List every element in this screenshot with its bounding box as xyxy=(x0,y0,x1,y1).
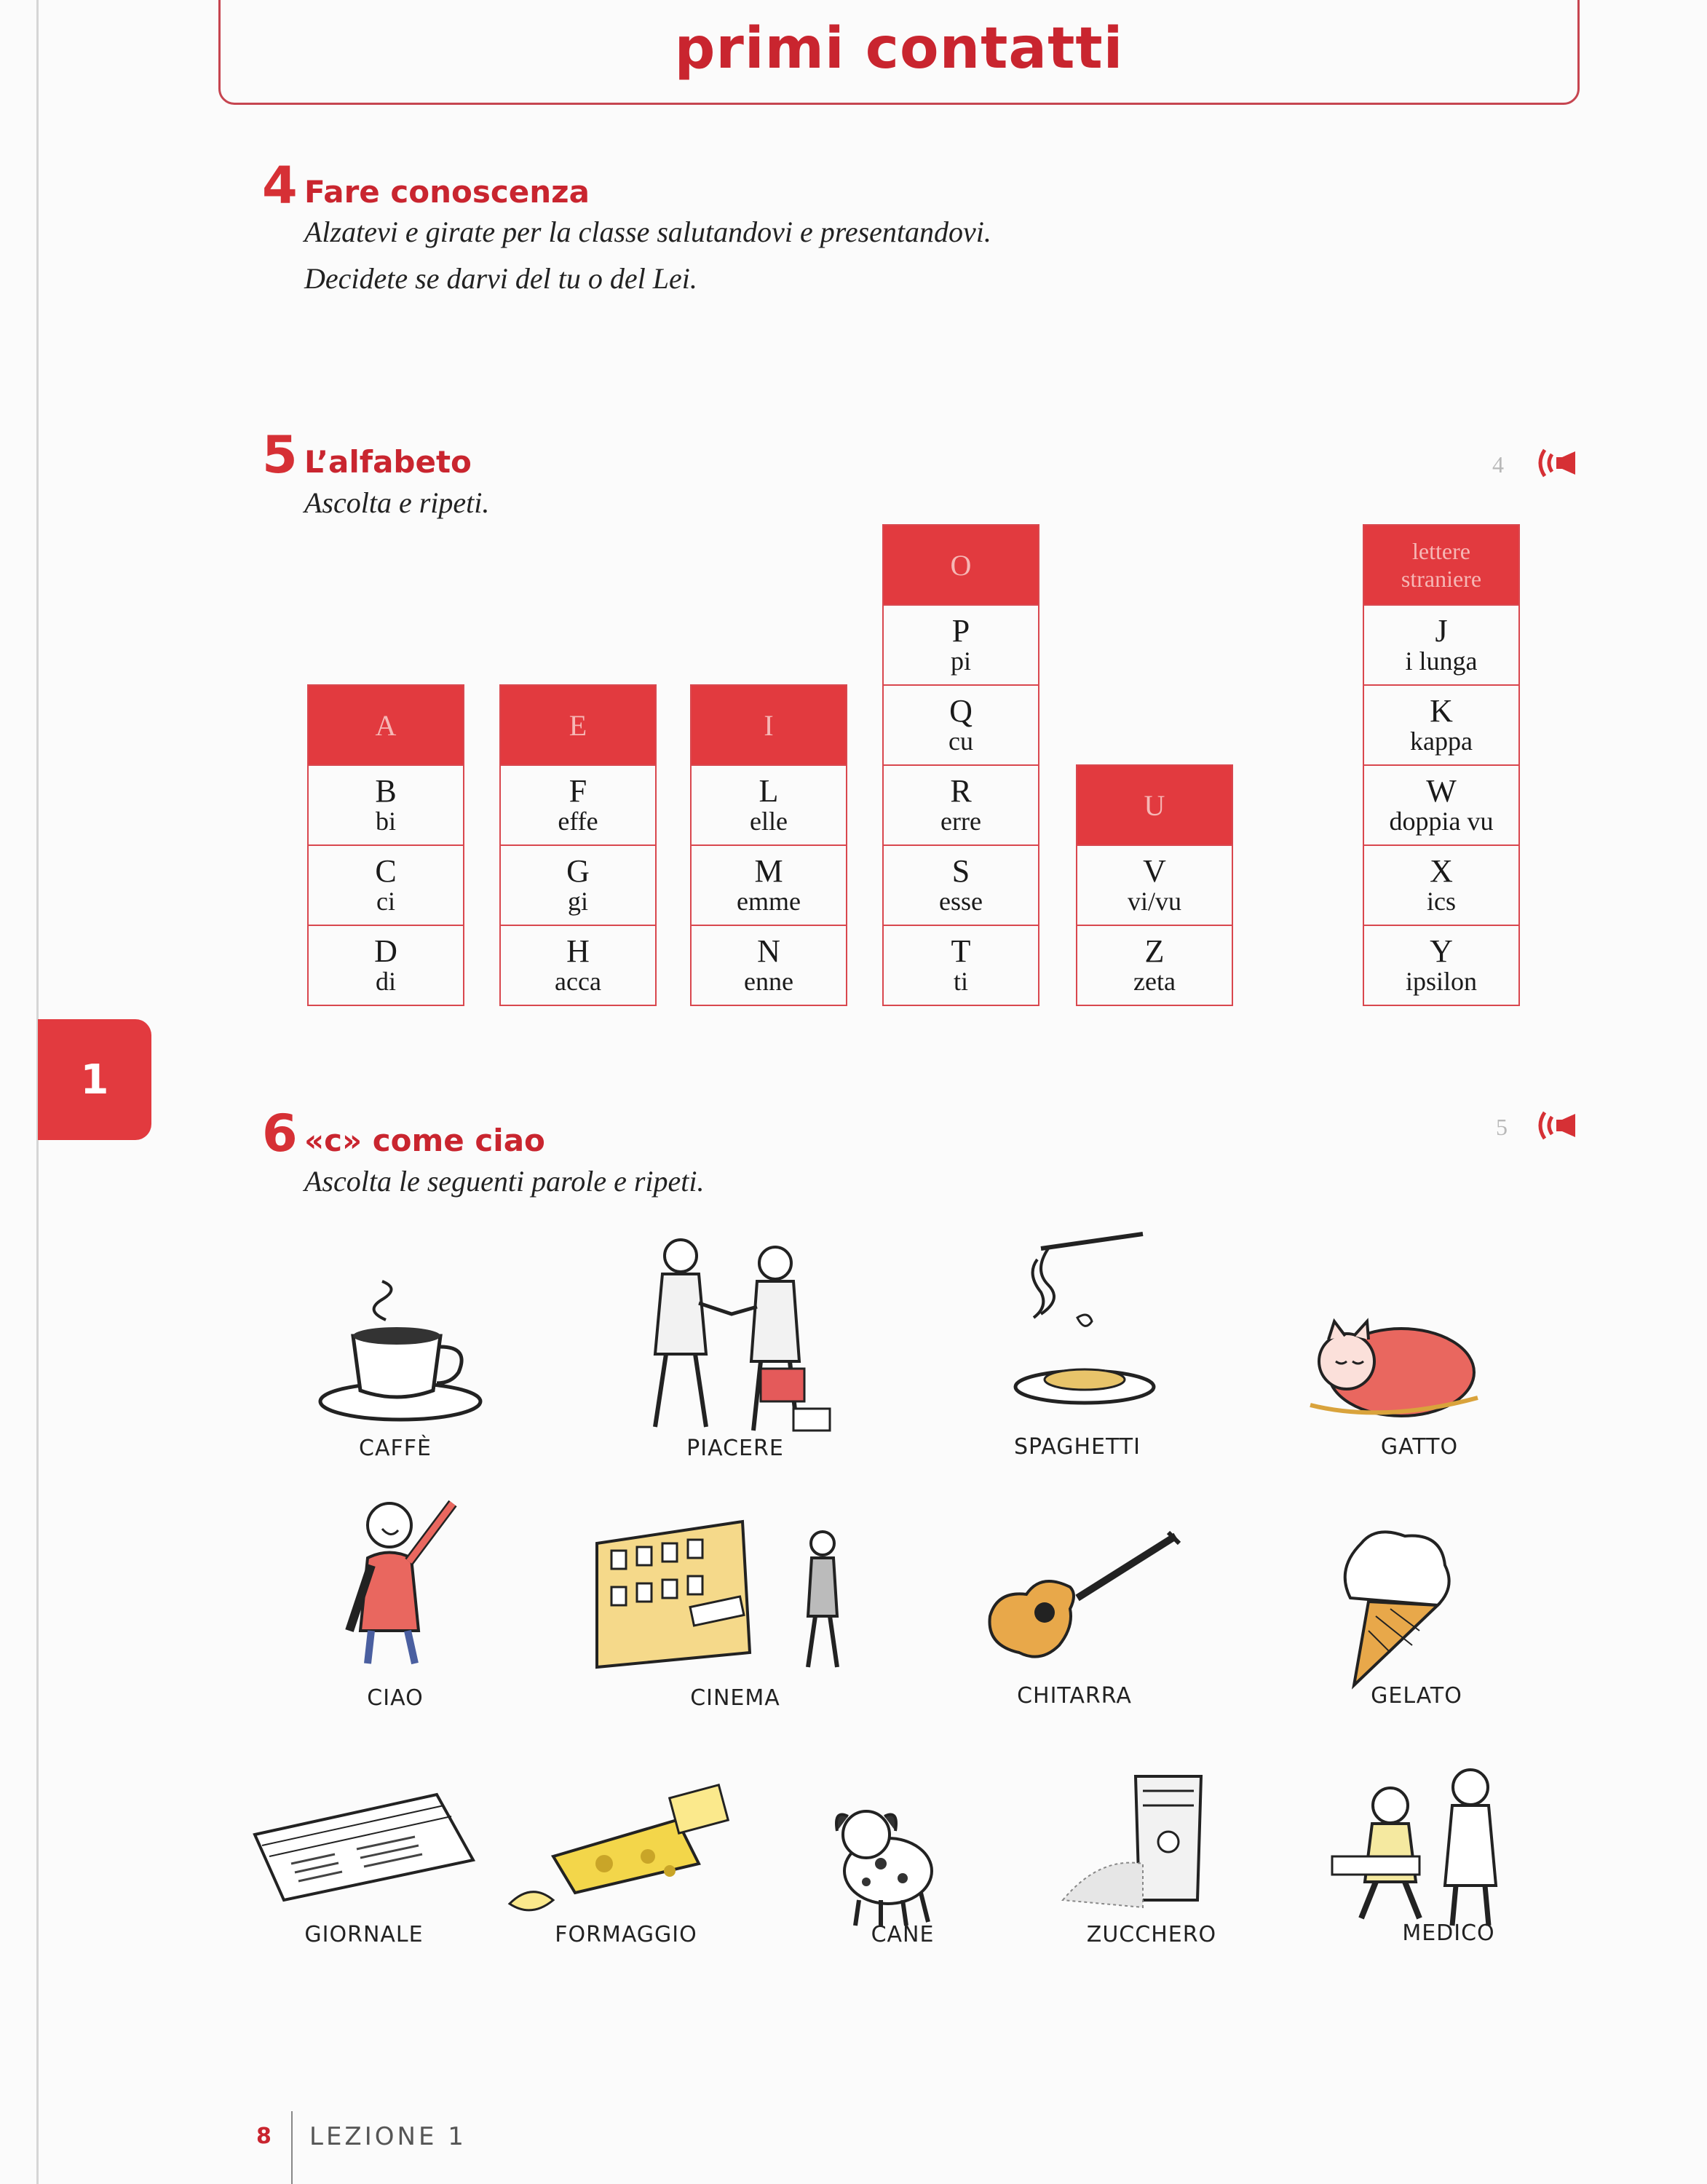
letter: T xyxy=(951,933,971,969)
track-number: 5 xyxy=(1496,1114,1508,1140)
word-label: GIORNALE xyxy=(304,1922,424,1947)
word-label: PIACERE xyxy=(686,1436,784,1461)
letter: D xyxy=(374,933,397,969)
word-label: GELATO xyxy=(1371,1683,1462,1709)
letter-cell xyxy=(1364,846,1518,926)
letter-name: kappa xyxy=(1410,727,1473,756)
doctor-patient-icon xyxy=(1325,1747,1529,1936)
letter-name: doppia vu xyxy=(1389,807,1494,836)
letter-name: elle xyxy=(750,807,788,836)
letter: V xyxy=(1143,853,1166,889)
lesson-label: LEZIONE 1 xyxy=(309,2122,467,2151)
word-label: CHITARRA xyxy=(1017,1683,1132,1709)
lesson-tab: 1 xyxy=(38,1019,151,1140)
vowel-cell: I xyxy=(692,686,846,766)
alphabet-column-foreign xyxy=(1363,524,1520,1006)
letter: Z xyxy=(1144,933,1165,969)
word-label: CINEMA xyxy=(690,1685,780,1711)
footer-divider xyxy=(291,2111,293,2184)
letter-name: effe xyxy=(558,807,598,836)
spaghetti-icon xyxy=(997,1230,1165,1420)
vowel-cell: A xyxy=(309,686,463,766)
page-title: primi contatti xyxy=(674,16,1124,82)
letter-name: ipsilon xyxy=(1405,967,1477,997)
letter-name: enne xyxy=(744,967,793,997)
letter: H xyxy=(566,933,590,969)
letter-name: vi/vu xyxy=(1127,887,1181,917)
letter-name: bi xyxy=(375,807,396,836)
sleeping-cat-icon xyxy=(1288,1303,1492,1427)
letter-name: esse xyxy=(939,887,983,917)
letter: R xyxy=(950,773,972,809)
exercise-5-title: L’alfabeto xyxy=(304,444,472,480)
audio-icon[interactable] xyxy=(1534,447,1578,479)
exercise-5-instruction: Ascolta e ripeti. xyxy=(304,486,490,519)
letter: W xyxy=(1426,773,1457,809)
letter: F xyxy=(569,773,587,809)
letter-cell xyxy=(884,686,1038,766)
letter-cell xyxy=(1077,926,1232,1006)
letter-name: erre xyxy=(940,807,981,836)
letter-cell xyxy=(1364,606,1518,686)
word-label: SPAGHETTI xyxy=(1014,1434,1141,1460)
cinema-icon xyxy=(582,1514,859,1682)
word-label: MEDICO xyxy=(1402,1920,1495,1946)
letter-cell xyxy=(692,846,846,926)
letter-cell xyxy=(884,846,1038,926)
dog-icon xyxy=(815,1791,961,1936)
letter: C xyxy=(375,853,397,889)
letter-name: cu xyxy=(948,727,973,756)
vowel-cell: O xyxy=(884,526,1038,606)
letter-name: ics xyxy=(1427,887,1456,917)
word-label: FORMAGGIO xyxy=(555,1922,697,1947)
newspaper-icon xyxy=(247,1784,480,1907)
alphabet-column-a xyxy=(307,684,464,1006)
foreign-header xyxy=(1364,526,1518,606)
letter-cell xyxy=(1364,766,1518,846)
letter: N xyxy=(757,933,780,969)
waving-person-icon xyxy=(328,1485,488,1667)
foreign-header-line1: lettere xyxy=(1412,537,1470,564)
exercise-6-instruction: Ascolta le seguenti parole e ripeti. xyxy=(304,1165,705,1198)
letter: M xyxy=(754,853,783,889)
word-label: GATTO xyxy=(1380,1434,1459,1460)
letter-name: gi xyxy=(567,887,588,917)
audio-icon[interactable] xyxy=(1534,1109,1578,1142)
letter: Y xyxy=(1430,933,1453,969)
letter: S xyxy=(951,853,970,889)
letter: L xyxy=(759,773,779,809)
word-label: CANE xyxy=(871,1922,935,1947)
letter-cell xyxy=(884,766,1038,846)
vowel-cell: U xyxy=(1077,766,1232,846)
letter-cell xyxy=(692,766,846,846)
word-label: ZUCCHERO xyxy=(1086,1922,1217,1947)
vowel-cell: E xyxy=(501,686,655,766)
letter-cell xyxy=(501,766,655,846)
letter: P xyxy=(951,613,970,649)
cheese-icon xyxy=(502,1776,750,1922)
letter: Q xyxy=(949,693,973,729)
letter-cell xyxy=(1364,926,1518,1006)
letter-cell xyxy=(501,846,655,926)
exercise-4-instruction-line2: Decidete se darvi del tu o del Lei. xyxy=(304,262,697,295)
letter-name: pi xyxy=(950,646,971,676)
exercise-6-title: «c» come ciao xyxy=(304,1123,545,1158)
letter: X xyxy=(1430,853,1453,889)
letter: G xyxy=(566,853,590,889)
letter-cell xyxy=(1364,686,1518,766)
letter-cell xyxy=(692,926,846,1006)
letter-name: di xyxy=(375,967,396,997)
letter: K xyxy=(1430,693,1453,729)
word-label: CAFFÈ xyxy=(359,1436,432,1461)
letter-name: emme xyxy=(737,887,801,917)
alphabet-column-o xyxy=(882,524,1039,1006)
exercise-4-instruction-line1: Alzatevi e girate per la classe salutandovi e presentandovi. xyxy=(304,215,991,248)
letter-cell xyxy=(501,926,655,1006)
letter-name: ti xyxy=(953,967,968,997)
letter-name: ci xyxy=(376,887,395,917)
letter-name: acca xyxy=(555,967,601,997)
ice-cream-icon xyxy=(1318,1522,1478,1696)
coffee-cup-icon xyxy=(306,1267,495,1427)
letter-cell xyxy=(309,846,463,926)
letter-name: i lunga xyxy=(1405,646,1478,676)
alphabet-column-i xyxy=(690,684,847,1006)
letter-name: zeta xyxy=(1133,967,1176,997)
alphabet-column-e xyxy=(499,684,657,1006)
track-number: 4 xyxy=(1492,451,1504,478)
foreign-header-line2: straniere xyxy=(1401,566,1482,592)
page-number: 8 xyxy=(256,2124,272,2149)
letter-cell xyxy=(309,766,463,846)
sugar-box-icon xyxy=(1048,1762,1223,1922)
letter-cell xyxy=(1077,846,1232,926)
letter-cell xyxy=(309,926,463,1006)
alphabet-column-u xyxy=(1076,764,1233,1006)
handshake-people-icon xyxy=(611,1230,859,1441)
letter-cell xyxy=(884,926,1038,1006)
letter-cell xyxy=(884,606,1038,686)
exercise-4-title: Fare conoscenza xyxy=(304,174,590,210)
word-label: CIAO xyxy=(367,1685,424,1711)
exercise-5-number: 5 xyxy=(262,425,298,485)
exercise-6-number: 6 xyxy=(262,1104,298,1163)
exercise-4-number: 4 xyxy=(262,156,298,215)
guitar-icon xyxy=(983,1529,1187,1674)
letter: B xyxy=(375,773,397,809)
letter: J xyxy=(1435,613,1448,649)
